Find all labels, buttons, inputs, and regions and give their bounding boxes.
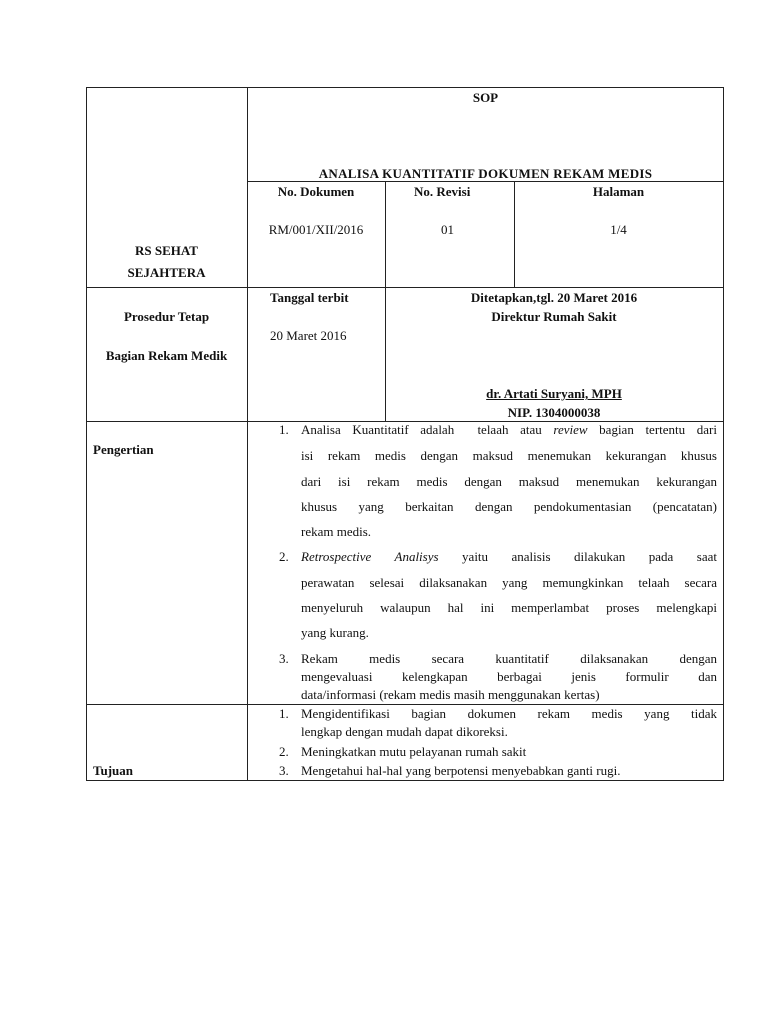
tujuan-item-3-number: 3.: [279, 763, 289, 778]
pengertian-item-3-number: 3.: [279, 651, 289, 666]
organization-name: [86, 240, 247, 284]
pengertian-item-2-line-3: menyeluruh walaupun hal ini memperlambat proses melengkapi: [301, 600, 717, 615]
table-border-bottom: [86, 780, 724, 781]
signatory-nip: NIP. 1304000038: [507, 405, 601, 420]
sop-label: SOP: [472, 90, 499, 105]
pengertian-item-2-line-2: perawatan selesai dilaksanakan yang memungkinkan telaah secara: [301, 575, 717, 590]
pengertian-item-3-line-1: Rekam medis secara kuantitatif dilaksanakan dengan: [301, 651, 717, 666]
pengertian-item-1-line-3: dari isi rekam medis dengan maksud menemukan kekurangan: [301, 474, 717, 489]
pengertian-item-1-line-1: [301, 422, 717, 438]
table-border-right: [723, 87, 724, 781]
table-border-top: [86, 87, 724, 88]
tujuan-item-1-number: 1.: [279, 706, 289, 721]
tujuan-label: Tujuan: [93, 763, 133, 778]
table-border-left: [86, 87, 87, 781]
pengertian-item-2-line-1-text: Retrospective Analisys yaitu analisis dilakukan pada saat: [301, 549, 717, 564]
tujuan-item-1-line-1: Mengidentifikasi bagian dokumen rekam medis yang tidak: [301, 706, 717, 721]
pengertian-item-1-line-4: khusus yang berkaitan dengan pendokumentasian (pencatatan): [301, 499, 717, 514]
no-revisi-label: No. Revisi: [414, 184, 471, 199]
tujuan-item-3-line-1: Mengetahui hal-hal yang berpotensi menyebabkan ganti rugi.: [301, 763, 621, 778]
no-revisi-value: 01: [441, 222, 454, 237]
pengertian-item-3-line-3: data/informasi (rekam medis masih menggunakan kertas): [301, 687, 600, 702]
tujuan-item-2-line-1: Meningkatkan mutu pelayanan rumah sakit: [301, 744, 527, 759]
no-dokumen-value: RM/001/XII/2016: [268, 222, 364, 237]
pengertian-item-1-line-2: isi rekam medis dengan maksud menemukan kekurangan khusus: [301, 448, 717, 463]
pengertian-item-1-line-5: rekam medis.: [301, 524, 372, 539]
halaman-value: 1/4: [610, 222, 627, 237]
pengertian-item-1-line-1-text: Analisa Kuantitatif adalah telaah atau review bagian tertentu dari: [301, 422, 717, 437]
direktur-title: Direktur Rumah Sakit: [491, 309, 617, 324]
pengertian-item-3-line-2: mengevaluasi kelengkapan berbagai jenis formulir dan: [301, 669, 717, 684]
ditetapkan-date: Ditetapkan,tgl. 20 Maret 2016: [470, 290, 638, 305]
no-dokumen-label: No. Dokumen: [277, 184, 355, 199]
table-line-header-bottom: [86, 287, 724, 288]
tujuan-item-1-line-2: lengkap dengan mudah dapat dikoreksi.: [301, 724, 508, 739]
halaman-label: Halaman: [592, 184, 645, 199]
signatory-name: dr. Artati Suryani, MPH: [486, 386, 622, 401]
pengertian-item-2-line-4: yang kurang.: [301, 625, 369, 640]
organization-line-1: RS SEHAT: [135, 243, 198, 258]
document-title: ANALISA KUANTITATIF DOKUMEN REKAM MEDIS: [318, 166, 653, 181]
organization-line-2: SEJAHTERA: [127, 265, 206, 280]
bagian-rekam-medik: Bagian Rekam Medik: [105, 348, 228, 363]
tanggal-terbit-value: 20 Maret 2016: [270, 328, 347, 343]
pengertian-label: Pengertian: [93, 442, 154, 457]
prosedur-tetap: Prosedur Tetap: [123, 309, 210, 324]
tanggal-terbit-label: Tanggal terbit: [270, 290, 349, 305]
tujuan-item-2-number: 2.: [279, 744, 289, 759]
pengertian-item-2-number: 2.: [279, 549, 289, 564]
pengertian-item-1-number: 1.: [279, 422, 289, 437]
table-line-pengertian-bottom: [86, 704, 724, 705]
pengertian-item-2-line-1: [301, 549, 717, 565]
